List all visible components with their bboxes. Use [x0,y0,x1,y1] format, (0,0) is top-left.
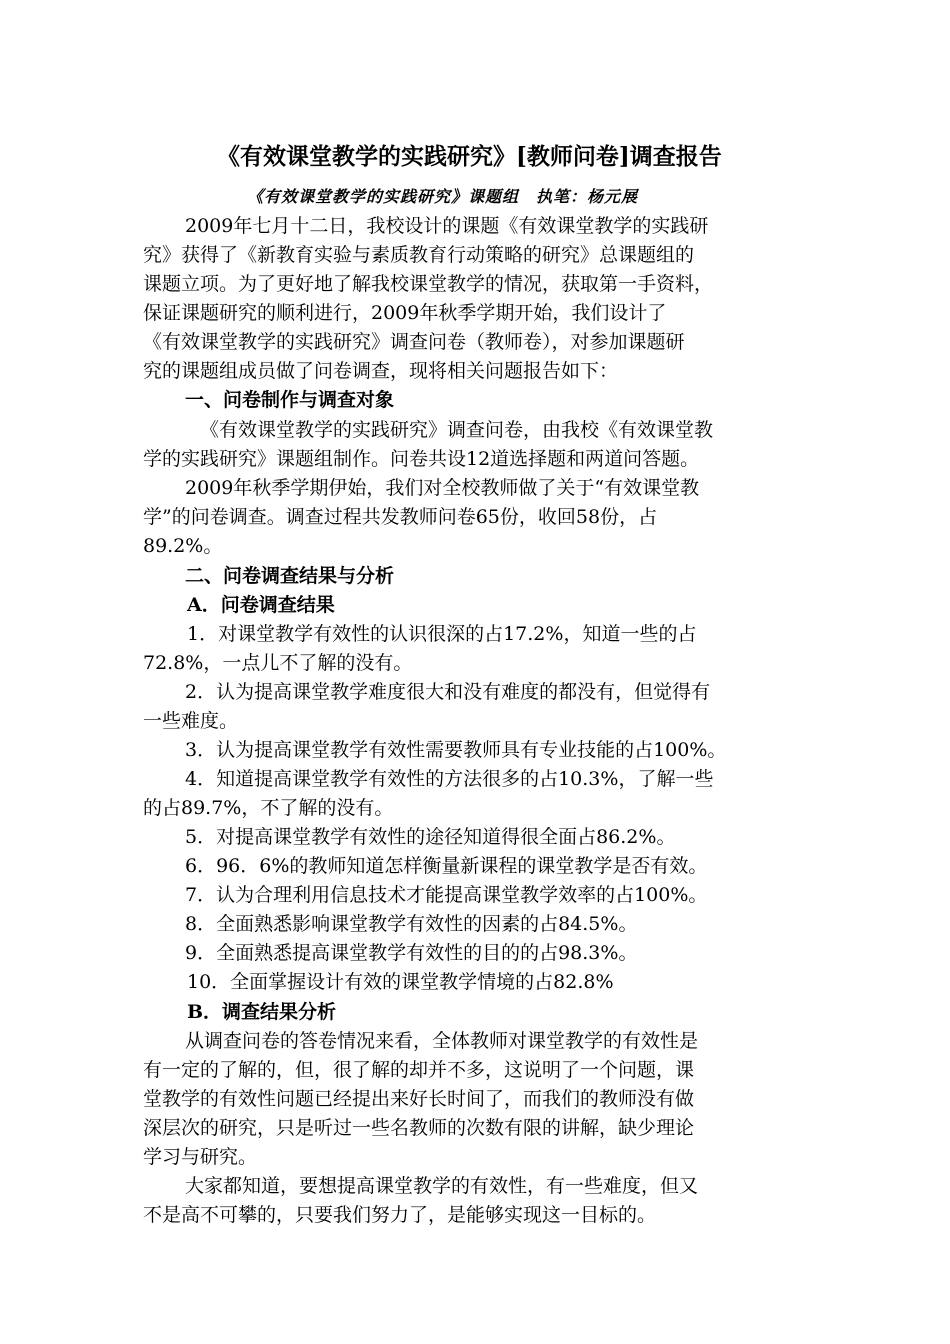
paragraph-line: 学的实践研究》课题组制作。问卷共设12道选择题和两道问答题。 [143,448,700,470]
paragraph-line: 一些难度。 [143,710,239,732]
paragraph-line: 89.2%。 [143,535,223,557]
result-item: 8．全面熟悉影响课堂教学有效性的因素的占84.5%。 [185,913,638,935]
result-item: 3．认为提高课堂教学有效性需要教师具有专业技能的占100%。 [185,739,727,761]
result-item: 4．知道提高课堂教学有效性的方法很多的占10.3%，了解一些 [185,768,714,790]
paragraph-line: 72.8%，一点儿不了解的没有。 [143,652,413,674]
paragraph-line: 《有效课堂教学的实践研究》调查问卷（教师卷），对参加课题研 [143,331,685,353]
paragraph-line: 不是高不可攀的，只要我们努力了，是能够实现这一目标的。 [143,1204,657,1226]
paragraph-line: 大家都知道，要想提高课堂教学的有效性，有一些难度，但又 [185,1175,699,1197]
paragraph-line: 究》获得了《新教育实验与素质教育行动策略的研究》总课题组的 [143,244,695,266]
section-heading-2: 二、问卷调查结果与分析 [185,565,395,587]
paragraph-line: 究的课题组成员做了问卷调查，现将相关问题报告如下： [143,360,619,382]
paragraph-line: 2009年七月十二日，我校设计的课题《有效课堂教学的实践研 [185,215,709,237]
paragraph-line: 从调查问卷的答卷情况来看，全体教师对课堂教学的有效性是 [185,1030,699,1052]
result-item: 9．全面熟悉提高课堂教学有效性的目的的占98.3%。 [185,942,638,964]
section-heading-1: 一、问卷制作与调查对象 [185,389,395,411]
subsection-heading-b: B．调查结果分析 [187,1001,337,1023]
document-subtitle: 《有效课堂教学的实践研究》课题组 执笔：杨元展 [247,187,639,206]
paragraph-line: 深层次的研究，只是听过一些名教师的次数有限的讲解，缺少理论 [143,1117,695,1139]
result-item: 1．对课堂教学有效性的认识很深的占17.2%，知道一些的占 [187,623,697,645]
paragraph-line: 学”的问卷调查。调查过程共发教师问卷65份，收回58份，占 [143,506,658,528]
subsection-heading-a: A．问卷调查结果 [187,594,335,616]
result-item: 7．认为合理利用信息技术才能提高课堂教学效率的占100%。 [185,884,708,906]
paragraph-line: 学习与研究。 [143,1146,258,1168]
paragraph-line: 有一定的了解的，但，很了解的却并不多，这说明了一个问题，课 [143,1059,695,1081]
result-item: 2．认为提高课堂教学难度很大和没有难度的都没有，但觉得有 [185,681,711,703]
paragraph-line: 堂教学的有效性问题已经提出来好长时间了，而我们的教师没有做 [143,1088,695,1110]
document-title: 《有效课堂教学的实践研究》[教师问卷]调查报告 [217,143,722,170]
result-item: 6．96．6%的教师知道怎样衡量新课程的课堂教学是否有效。 [185,855,708,877]
result-item: 10．全面掌握设计有效的课堂教学情境的占82.8% [187,971,614,993]
paragraph-line: 2009年秋季学期伊始，我们对全校教师做了关于“有效课堂教 [185,477,700,499]
result-item: 5．对提高课堂教学有效性的途径知道得很全面占86.2%。 [185,826,676,848]
paragraph-line: 《有效课堂教学的实践研究》调查问卷，由我校《有效课堂教 [200,419,714,441]
paragraph-line: 保证课题研究的顺利进行，2009年秋季学期开始，我们设计了 [143,302,667,324]
paragraph-line: 课题立项。为了更好地了解我校课堂教学的情况，获取第一手资料， [143,273,714,295]
paragraph-line: 的占89.7%，不了解的没有。 [143,797,394,819]
